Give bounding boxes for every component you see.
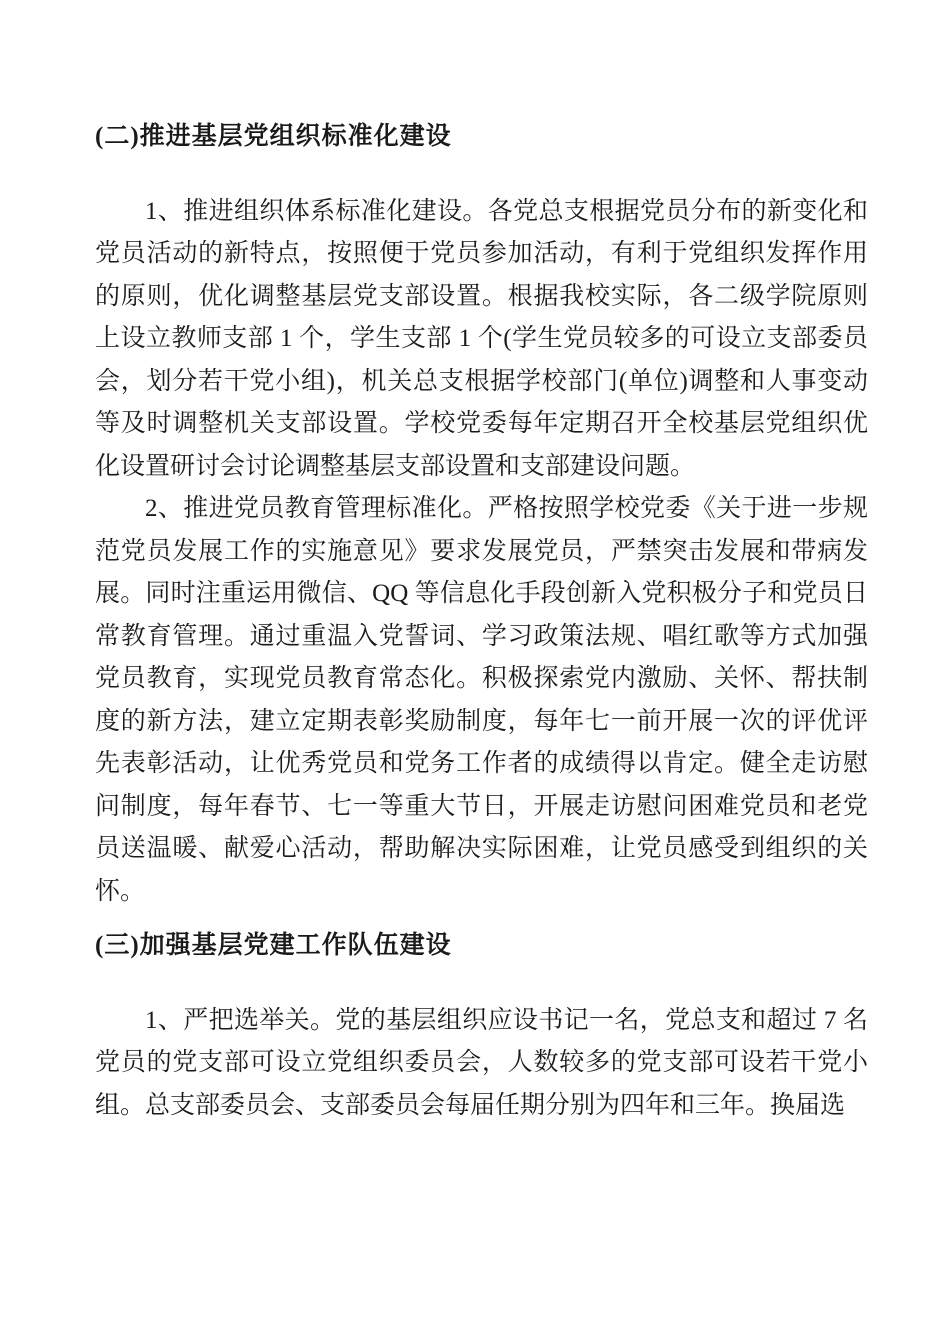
- section-3: [95, 925, 868, 1127]
- section-2: [95, 116, 868, 913]
- body-paragraph: 2、推进党员教育管理标准化。严格按照学校党委《关于进一步规范党员发展工作的实施意见》要求发展党员，严禁突击发展和带病发展。同时注重运用微信、QQ 等信息化手段创新入党积极分子和党员日常教育管理。通过重温入党誓词、学习政策法规、唱红歌等方式加强党员教育，实现党员教育常态化。积极探索党内激励、关怀、帮扶制度的新方法，建立定期表彰奖励制度，每年七一前开展一次的评优评先表彰活动，让优秀党员和党务工作者的成绩得以肯定。健全走访慰问制度，每年春节、七一等重大节日，开展走访慰问困难党员和老党员送温暖、献爱心活动，帮助解决实际困难，让党员感受到组织的关怀。: [95, 495, 868, 905]
- section-heading-2: (二)推进基层党组织标准化建设: [95, 123, 452, 150]
- section-heading-3: (三)加强基层党建工作队伍建设: [95, 932, 452, 959]
- body-paragraph: 1、推进组织体系标准化建设。各党总支根据党员分布的新变化和党员活动的新特点，按照便于党员参加活动，有利于党组织发挥作用的原则，优化调整基层党支部设置。根据我校实际，各二级学院原则上设立教师支部 1 个，学生支部 1 个(学生党员较多的可设立支部委员会，划分若干党小组)，机关总支根据学校部门(单位)调整和人事变动等及时调整机关支部设置。学校党委每年定期召开全校基层党组织优化设置研讨会讨论调整基层支部设置和支部建设问题。: [95, 197, 868, 480]
- body-paragraph: 1、严把选举关。党的基层组织应设书记一名，党总支和超过 7 名党员的党支部可设立党组织委员会，人数较多的党支部可设若干党小组。总支部委员会、支部委员会每届任期分别为四年和三年。换届选: [95, 1006, 868, 1119]
